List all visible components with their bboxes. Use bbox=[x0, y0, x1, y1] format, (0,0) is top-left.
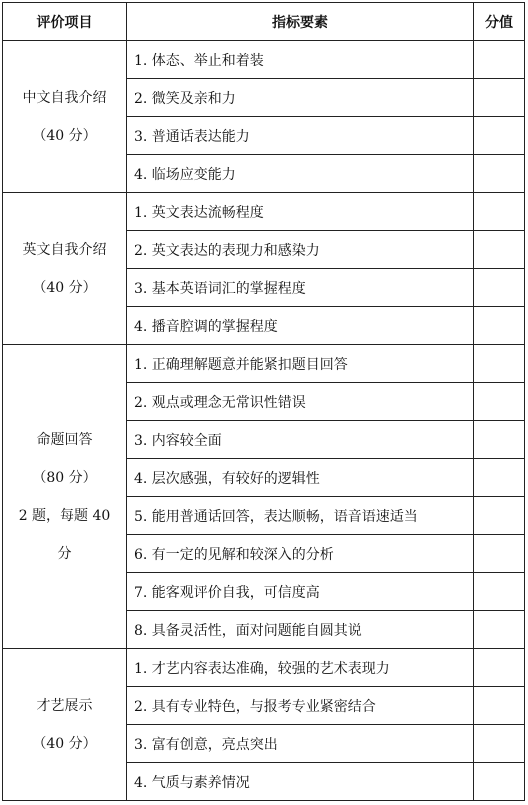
score-cell bbox=[474, 573, 525, 611]
criteria-item: 2. 具有专业特色，与报考专业紧密结合 bbox=[127, 687, 474, 725]
score-cell bbox=[474, 649, 525, 687]
score-cell bbox=[474, 459, 525, 497]
category-name: 命题回答 bbox=[36, 431, 93, 448]
criteria-item: 8. 具备灵活性，面对问题能自圆其说 bbox=[127, 611, 474, 649]
criteria-item: 4. 临场应变能力 bbox=[127, 155, 474, 193]
category-points: （40 分） bbox=[32, 279, 97, 296]
score-cell bbox=[474, 231, 525, 269]
score-cell bbox=[474, 193, 525, 231]
table-row bbox=[3, 193, 525, 231]
score-cell bbox=[474, 497, 525, 535]
score-cell bbox=[474, 155, 525, 193]
category-note: 2 题，每题 40 bbox=[18, 507, 111, 524]
criteria-item: 1. 体态、举止和着装 bbox=[127, 41, 474, 79]
header-score: 分值 bbox=[474, 3, 525, 41]
score-cell bbox=[474, 269, 525, 307]
category-note-cont: 分 bbox=[57, 545, 72, 562]
criteria-item: 2. 微笑及亲和力 bbox=[127, 79, 474, 117]
category-name: 才艺展示 bbox=[36, 697, 93, 714]
score-cell bbox=[474, 763, 525, 801]
score-cell bbox=[474, 611, 525, 649]
score-cell bbox=[474, 79, 525, 117]
criteria-item: 4. 层次感强，有较好的逻辑性 bbox=[127, 459, 474, 497]
category-points: （40 分） bbox=[32, 735, 97, 752]
criteria-item: 3. 内容较全面 bbox=[127, 421, 474, 459]
criteria-item: 1. 正确理解题意并能紧扣题目回答 bbox=[127, 345, 474, 383]
criteria-item: 6. 有一定的见解和较深入的分析 bbox=[127, 535, 474, 573]
score-cell bbox=[474, 535, 525, 573]
evaluation-table bbox=[2, 2, 525, 801]
criteria-item: 3. 富有创意，亮点突出 bbox=[127, 725, 474, 763]
score-cell bbox=[474, 117, 525, 155]
score-cell bbox=[474, 307, 525, 345]
category-talent-show bbox=[3, 649, 127, 801]
header-category: 评价项目 bbox=[3, 3, 127, 41]
category-topic-answer bbox=[3, 345, 127, 649]
table-row bbox=[3, 345, 525, 383]
criteria-item: 7. 能客观评价自我，可信度高 bbox=[127, 573, 474, 611]
criteria-item: 5. 能用普通话回答，表达顺畅，语音语速适当 bbox=[127, 497, 474, 535]
score-cell bbox=[474, 725, 525, 763]
table-row bbox=[3, 649, 525, 687]
score-cell bbox=[474, 345, 525, 383]
category-chinese-intro bbox=[3, 41, 127, 193]
score-cell bbox=[474, 687, 525, 725]
category-name: 中文自我介绍 bbox=[22, 89, 107, 106]
score-cell bbox=[474, 421, 525, 459]
criteria-item: 3. 基本英语词汇的掌握程度 bbox=[127, 269, 474, 307]
category-points: （40 分） bbox=[32, 127, 97, 144]
table-row bbox=[3, 41, 525, 79]
score-cell bbox=[474, 383, 525, 421]
criteria-item: 3. 普通话表达能力 bbox=[127, 117, 474, 155]
criteria-item: 4. 气质与素养情况 bbox=[127, 763, 474, 801]
category-name: 英文自我介绍 bbox=[22, 241, 107, 258]
criteria-item: 4. 播音腔调的掌握程度 bbox=[127, 307, 474, 345]
criteria-item: 1. 英文表达流畅程度 bbox=[127, 193, 474, 231]
header-criteria: 指标要素 bbox=[127, 3, 474, 41]
score-cell bbox=[474, 41, 525, 79]
category-points: （80 分） bbox=[32, 469, 97, 486]
criteria-item: 2. 观点或理念无常识性错误 bbox=[127, 383, 474, 421]
category-english-intro bbox=[3, 193, 127, 345]
header-row bbox=[3, 3, 525, 41]
criteria-item: 2. 英文表达的表现力和感染力 bbox=[127, 231, 474, 269]
criteria-item: 1. 才艺内容表达准确，较强的艺术表现力 bbox=[127, 649, 474, 687]
